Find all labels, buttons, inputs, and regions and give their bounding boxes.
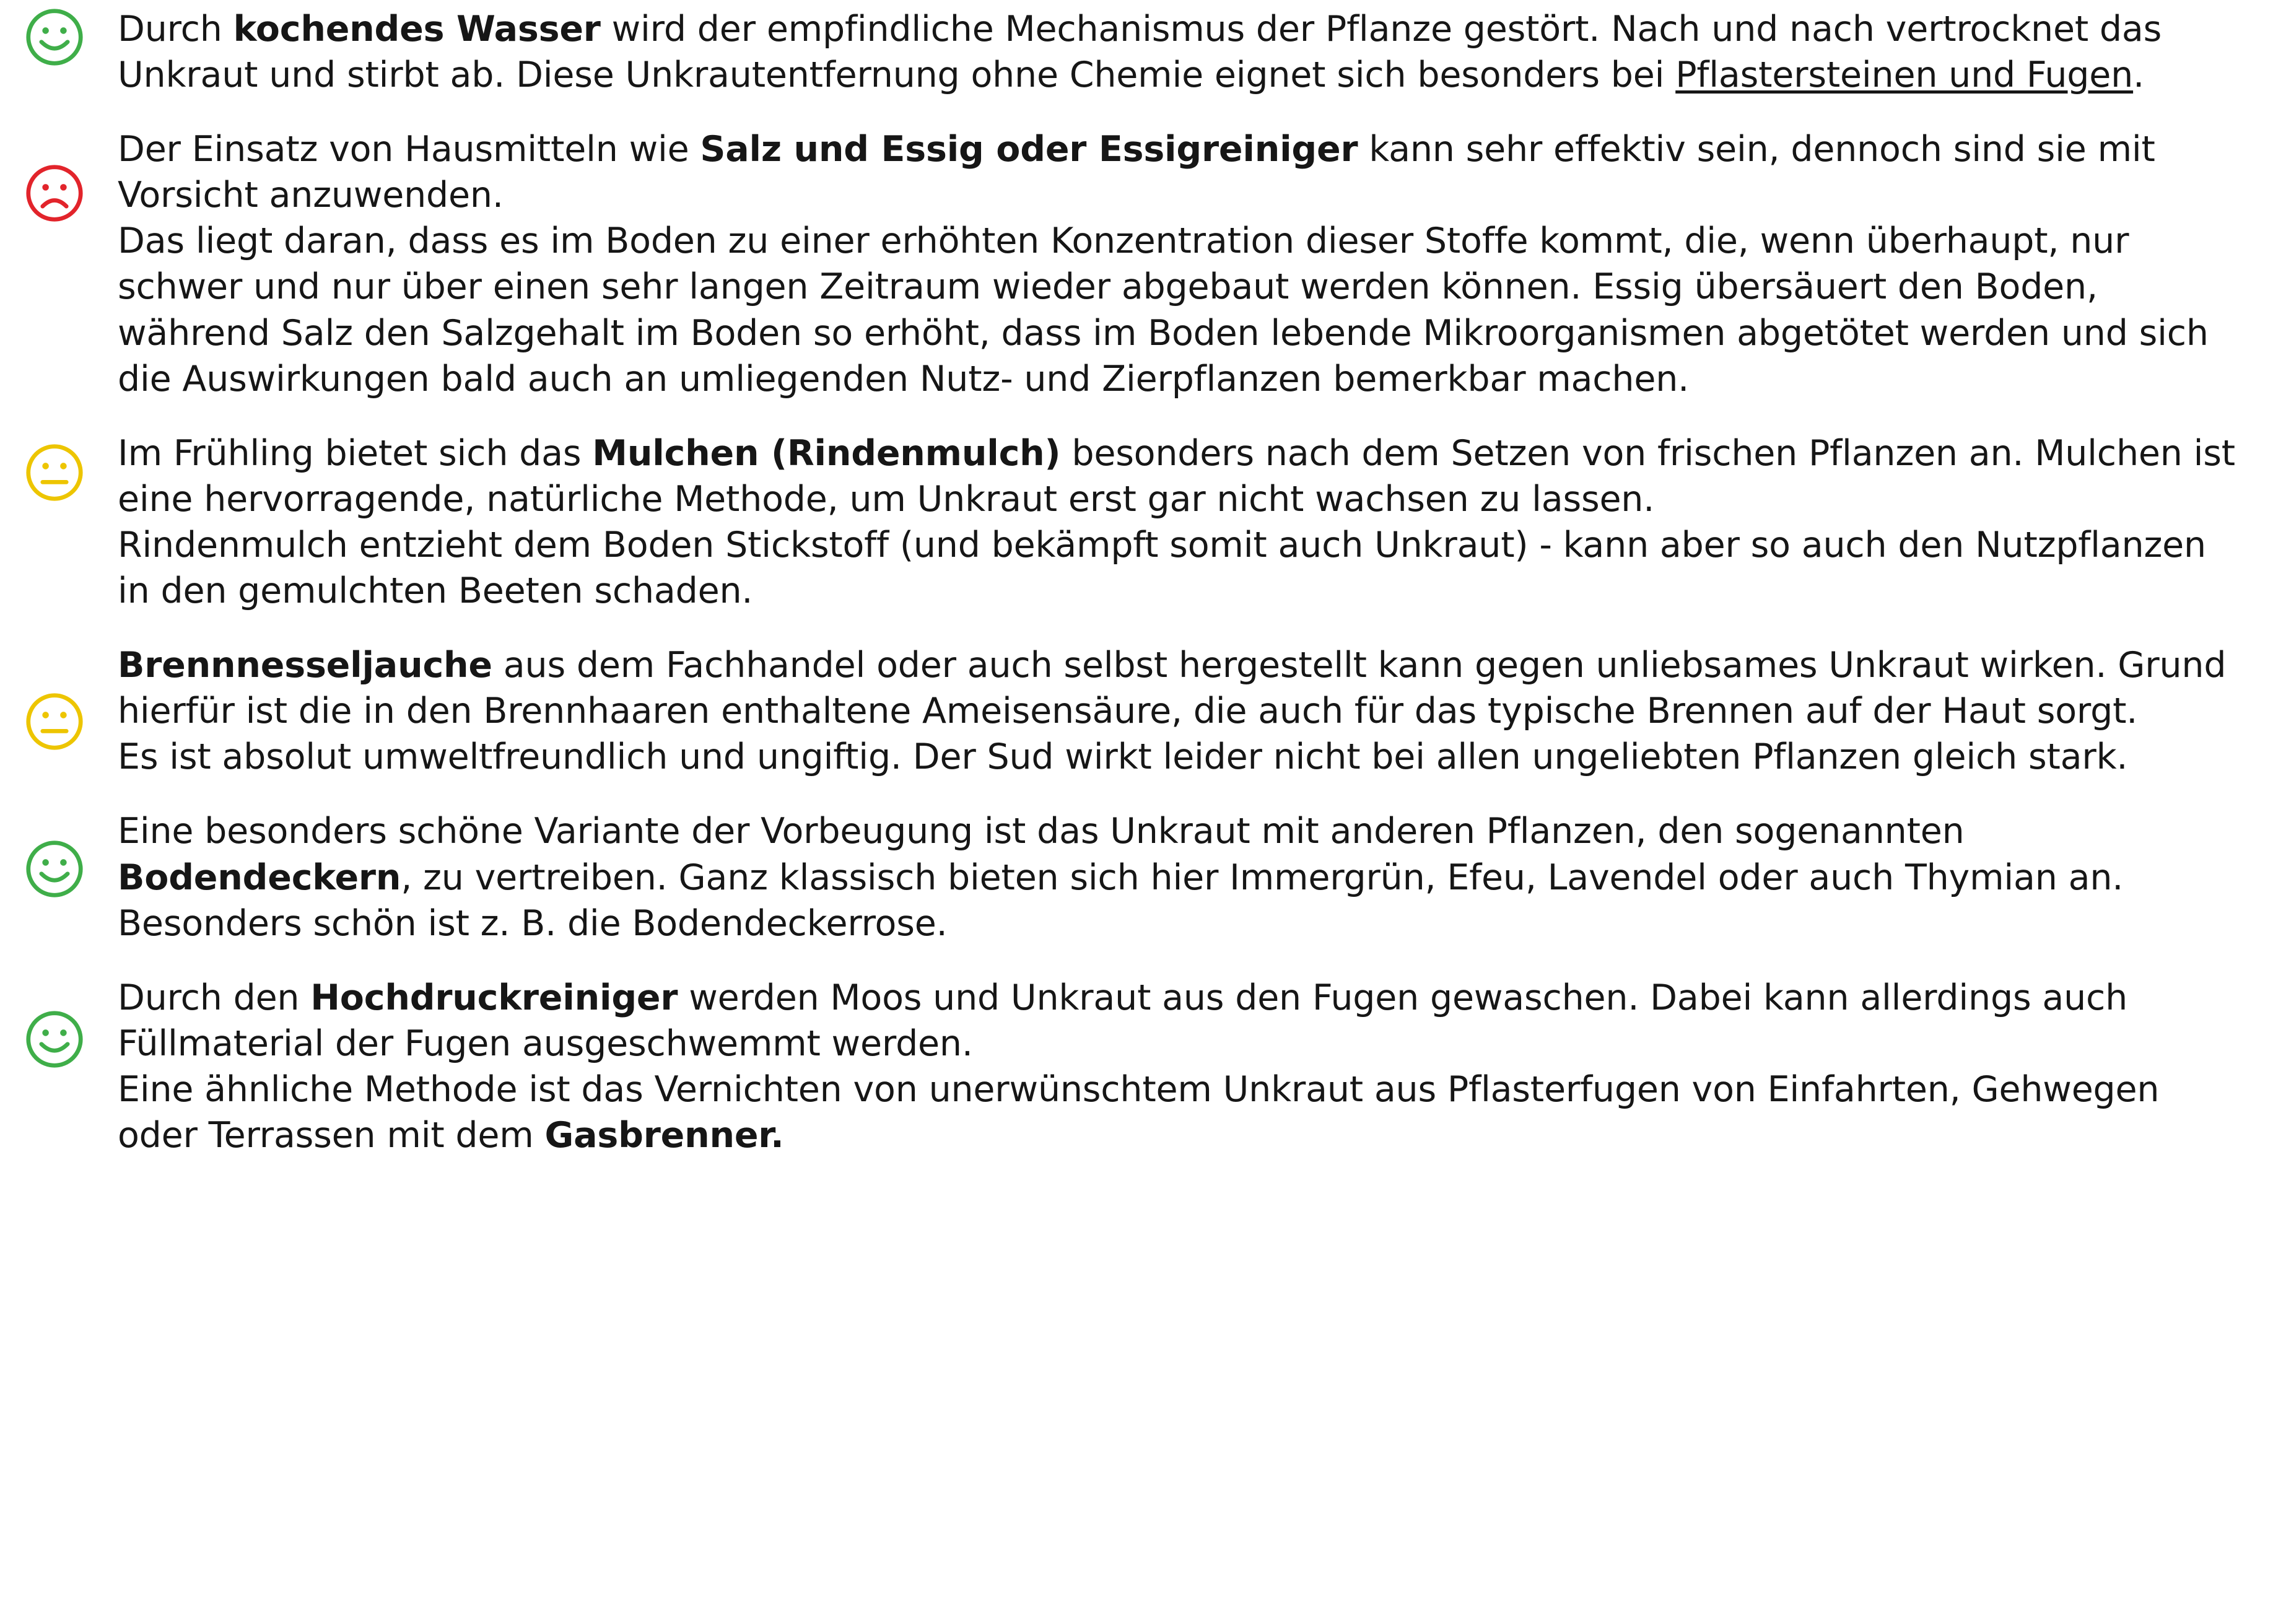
entry-text [118, 430, 2248, 614]
paragraph: Es ist absolut umweltfreundlich und ungiftig. Der Sud wirkt leider nicht bei allen ungeliebten Pflanzen gleich stark. [118, 736, 2128, 778]
paragraph: Rindenmulch entzieht dem Boden Stickstoff (und bekämpft somit auch Unkraut) - kann aber so auch den Nutzpflanzen in den gemulchten Beeten schaden. [118, 524, 2206, 612]
entry-text [118, 126, 2248, 402]
entry-text [118, 642, 2248, 780]
mood-icon-cell [25, 6, 118, 67]
list-item [25, 430, 2248, 614]
list-item [25, 808, 2248, 946]
paragraph: Brennnesseljauche aus dem Fachhandel oder auch selbst hergestellt kann gegen unliebsames Unkraut wirken. Grund hierfür ist die in den Brennhaaren enthaltene Ameisensäure, die auch für das typische Brennen auf der Haut sorgt. [118, 645, 2227, 732]
list-item [25, 6, 2248, 98]
smiley-happy-green-icon [25, 7, 84, 67]
entry-text [118, 6, 2248, 98]
entry-text [118, 975, 2248, 1158]
smiley-neutral-yellow-icon [25, 443, 84, 502]
mood-icon-cell [25, 126, 118, 223]
paragraph: Eine ähnliche Methode ist das Vernichten von unerwünschtem Unkraut aus Pflasterfugen von Einfahrten, Gehwegen oder Terrassen mit dem Gasbrenner. [118, 1068, 2160, 1156]
paragraph: Eine besonders schöne Variante der Vorbeugung ist das Unkraut mit anderen Pflanzen, den sogenannten Bodendeckern, zu vertreiben. Ganz klassisch bieten sich hier Immergrün, Efeu, Lavendel oder auch Thymian an. Besonders schön ist z. B. die Bodendeckerrose. [118, 811, 2124, 944]
mood-icon-cell [25, 642, 118, 751]
paragraph: Durch den Hochdruckreiniger werden Moos und Unkraut aus den Fugen gewaschen. Dabei kann allerdings auch Füllmaterial der Fugen ausgeschwemmt werden. [118, 977, 2128, 1064]
smiley-neutral-yellow-icon [25, 692, 84, 751]
paragraph: Im Frühling bietet sich das Mulchen (Rindenmulch) besonders nach dem Setzen von frischen Pflanzen an. Mulchen ist eine hervorragende, natürliche Methode, um Unkraut erst gar nicht wachsen zu lassen. [118, 432, 2235, 520]
smiley-sad-red-icon [25, 164, 84, 223]
smiley-happy-green-icon [25, 839, 84, 899]
mood-icon-cell [25, 975, 118, 1069]
paragraph: Das liegt daran, dass es im Boden zu einer erhöhten Konzentration dieser Stoffe kommt, die, wenn überhaupt, nur schwer und nur über einen sehr langen Zeitraum wieder abgebaut werden können. Essig übersäuert den Boden, während Salz den Salzgehalt im Boden so erhöht, dass im Boden lebende Mikroorganismen abgetötet werden und sich die Auswirkungen bald auch an umliegenden Nutz- und Zierpflanzen bemerkbar machen. [118, 220, 2209, 399]
list-item [25, 642, 2248, 780]
list-item [25, 126, 2248, 402]
paragraph: Durch kochendes Wasser wird der empfindliche Mechanismus der Pflanze gestört. Nach und nach vertrocknet das Unkraut und stirbt ab. Diese Unkrautentfernung ohne Chemie eignet sich besonders bei Pflastersteinen und Fugen. [118, 9, 2162, 96]
mood-icon-cell [25, 808, 118, 899]
list-item [25, 975, 2248, 1158]
paragraph: Der Einsatz von Hausmitteln wie Salz und Essig oder Essigreiniger kann sehr effektiv sein, dennoch sind sie mit Vorsicht anzuwenden. [118, 129, 2155, 216]
entry-text [118, 808, 2248, 946]
smiley-happy-green-icon [25, 1010, 84, 1069]
mood-icon-cell [25, 430, 118, 502]
